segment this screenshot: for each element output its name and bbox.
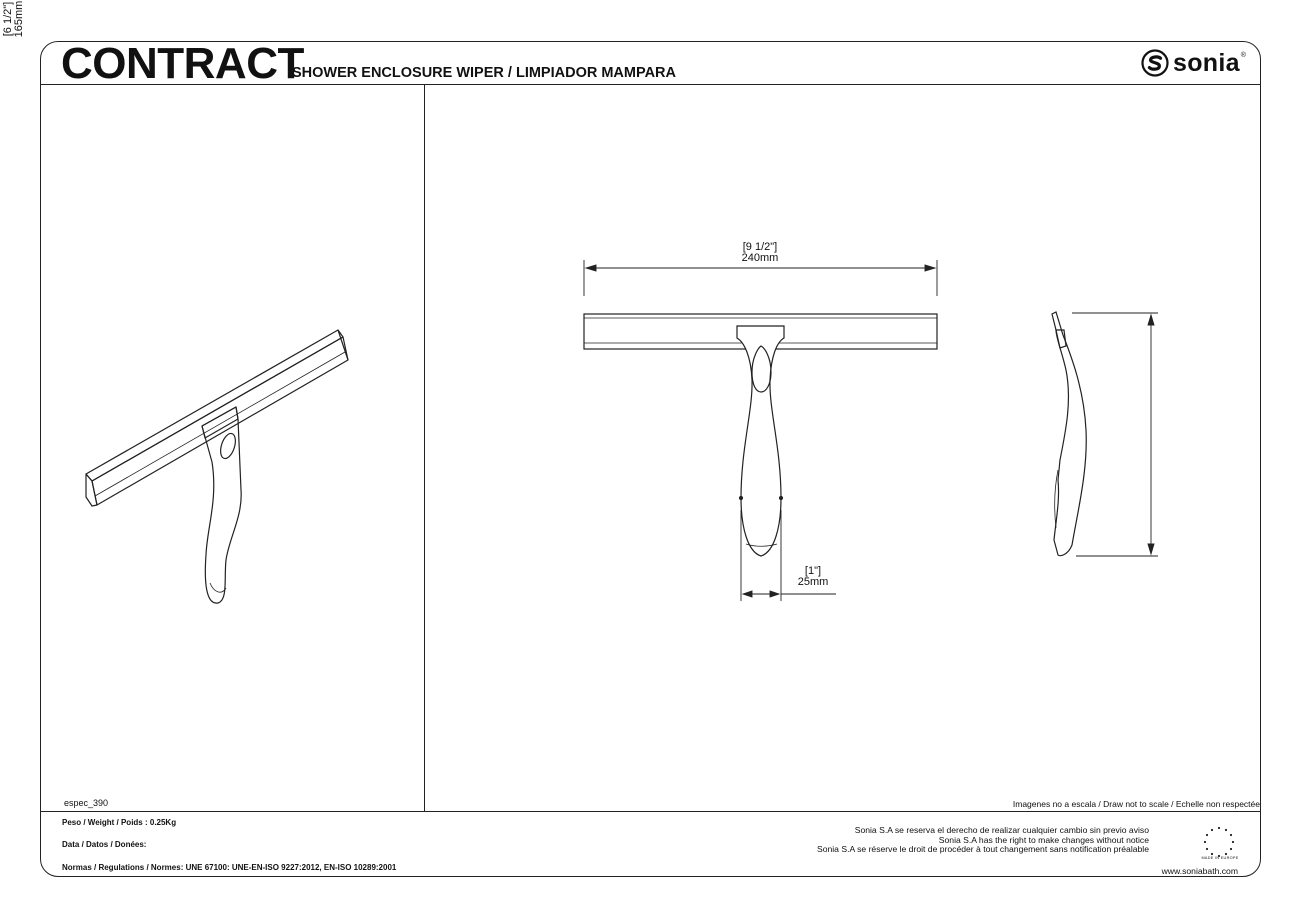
handle-front-marker-right	[780, 497, 783, 500]
disclaimer-es: Sonia S.A se reserva el derecho de realizar cualquier cambio sin previo aviso	[854, 825, 1149, 835]
blade-top-face	[86, 330, 343, 481]
logo-wordmark: sonia	[1173, 49, 1240, 77]
disclaimer-fr: Sonia S.A se réserve le droit de procéder à tout changement sans notification préalable	[816, 844, 1149, 855]
handle-front-marker-left	[740, 497, 743, 500]
registered-mark: ®	[1240, 51, 1246, 59]
scale-note: Imagenes no a escala / Draw not to scale / Echelle non respectée	[1012, 799, 1260, 809]
handle-hole	[218, 432, 238, 461]
handle-mm: 25mm	[797, 576, 829, 588]
date-info: Data / Datos / Donées:	[62, 840, 147, 849]
product-line-title: CONTRACT	[61, 39, 304, 88]
side-view	[1052, 312, 1086, 556]
norms-info: Normas / Regulations / Normes: UNE 67100: UNE-EN-ISO 9227:2012, EN-ISO 10289:2001	[62, 863, 397, 872]
product-subtitle: SHOWER ENCLOSURE WIPER / LIMPIADOR MAMPARA	[292, 65, 676, 81]
disclaimer-en: Sonia S.A has the right to make changes without notice	[938, 834, 1149, 845]
width-dimension-label	[720, 242, 800, 264]
blade-lip	[95, 352, 345, 496]
eu-label: MADE IN EUROPE	[1201, 856, 1239, 860]
front-view	[584, 314, 937, 556]
height-mm: 165mm	[13, 0, 25, 38]
width-inches: [9 1/2"]	[742, 241, 778, 253]
height-inches: [6 1/2"]	[2, 1, 14, 37]
perspective-view	[86, 330, 348, 603]
handle-grip-line	[210, 583, 226, 592]
side-profile	[1052, 312, 1086, 556]
handle-dimension-label	[785, 566, 841, 588]
blade-front-face	[92, 337, 348, 505]
weight-info: Peso / Weight / Poids : 0.25Kg	[62, 818, 177, 827]
website-link[interactable]: www.soniabath.com	[1161, 866, 1238, 876]
handle-inches: [1"]	[804, 565, 822, 577]
width-mm: 240mm	[741, 252, 779, 264]
disclaimer	[817, 826, 1149, 855]
spec-code: espec_390	[64, 798, 109, 808]
dimension-lines	[584, 260, 1158, 601]
handle-front	[737, 326, 784, 556]
